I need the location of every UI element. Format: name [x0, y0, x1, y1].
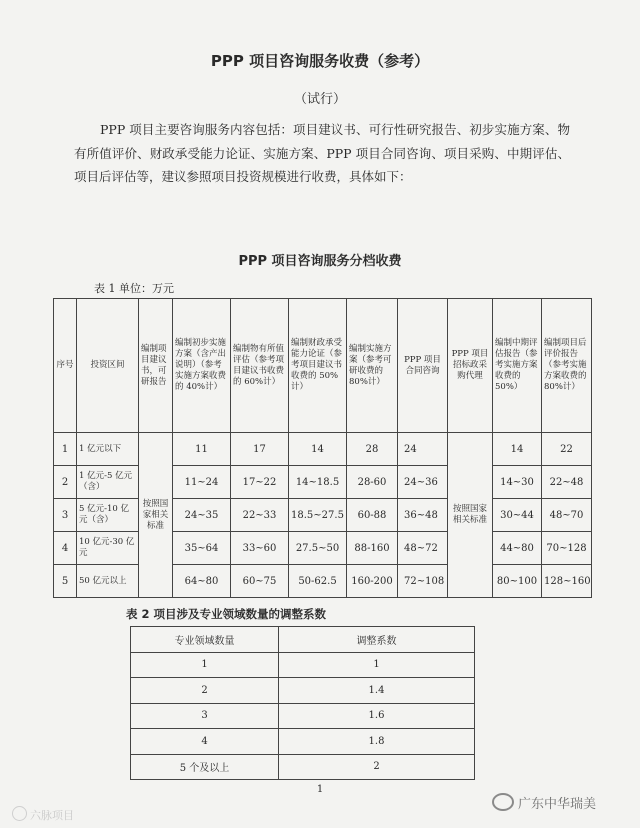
value-cell: 22~33: [231, 499, 289, 532]
header-cell: 编制实施方案（参考可研收费的 80%计）: [347, 299, 398, 433]
row-number-cell: 3: [54, 499, 77, 532]
header-cell: 调整系数: [279, 627, 475, 653]
value-cell: 50-62.5: [289, 565, 347, 598]
value-cell: 14: [493, 433, 542, 466]
value-cell: 128~160: [542, 565, 592, 598]
fee-table: [53, 298, 592, 598]
coefficient-table: [130, 626, 475, 780]
weibo-icon: [12, 806, 27, 821]
header-cell: 序号: [54, 299, 77, 433]
header-cell: 编制财政承受能力论证（参考项目建议书收费的 50%计）: [289, 299, 347, 433]
table1-title: PPP 项目咨询服务分档收费: [238, 254, 402, 269]
value-cell: 28: [347, 433, 398, 466]
value-cell: 14~18.5: [289, 466, 347, 499]
table-cell: 4: [131, 729, 279, 755]
row-number-cell: 2: [54, 466, 77, 499]
value-cell: 70~128: [542, 532, 592, 565]
value-cell: 14: [289, 433, 347, 466]
value-cell: 17: [231, 433, 289, 466]
value-cell: 11~24: [173, 466, 231, 499]
value-cell: 160-200: [347, 565, 398, 598]
watermark-right: [492, 793, 596, 812]
table1-unit-label: 表 1 单位：万元: [94, 282, 174, 295]
watermark-left: [12, 806, 74, 823]
table-cell: 1: [279, 652, 475, 678]
row-number-cell: 4: [54, 532, 77, 565]
table-cell: 2: [131, 678, 279, 704]
value-cell: 14~30: [493, 466, 542, 499]
header-cell: 编制物有所值评估（参考项目建议书收费的 60%计）: [231, 299, 289, 433]
value-cell: 24~35: [173, 499, 231, 532]
value-cell: 28-60: [347, 466, 398, 499]
value-cell: 33~60: [231, 532, 289, 565]
value-cell: 27.5~50: [289, 532, 347, 565]
header-cell: PPP 项目招标政采购代理: [448, 299, 493, 433]
table-row: [131, 652, 475, 678]
value-cell: 30~44: [493, 499, 542, 532]
table-row: [131, 703, 475, 729]
table-row: [54, 532, 592, 565]
table-row: [131, 729, 475, 755]
header-cell: 编制初步实施方案（含产出说明）（参考实施方案收费的 40%计）: [173, 299, 231, 433]
watermark-right-text: 广东中华瑞美: [518, 797, 597, 812]
value-cell: 24: [398, 433, 448, 466]
table-row: [131, 678, 475, 704]
range-cell: 1 亿元-5 亿元（含）: [77, 466, 139, 499]
value-cell: 17~22: [231, 466, 289, 499]
table-cell: 1.6: [279, 703, 475, 729]
table-cell: 1.8: [279, 729, 475, 755]
value-cell: 24~36: [398, 466, 448, 499]
value-cell: 48~72: [398, 532, 448, 565]
proposal-merged-cell: 按照国家相关标准: [139, 433, 173, 598]
value-cell: 64~80: [173, 565, 231, 598]
table-row: [54, 565, 592, 598]
header-cell: 编制中期评估报告（参考实施方案收费的 50%）: [493, 299, 542, 433]
table-row: [54, 466, 592, 499]
wechat-icon: [492, 793, 514, 811]
header-cell: 投资区间: [77, 299, 139, 433]
table-header-row: [54, 299, 592, 433]
table-row: [54, 499, 592, 532]
value-cell: 44~80: [493, 532, 542, 565]
table-header-row: [131, 627, 475, 653]
table-row: [131, 754, 475, 780]
value-cell: 35~64: [173, 532, 231, 565]
value-cell: 60-88: [347, 499, 398, 532]
header-cell: 编制项目建议书，可研报告: [139, 299, 173, 433]
table-cell: 2: [279, 754, 475, 780]
table2-title: 表 2 项目涉及专业领域数量的调整系数: [126, 607, 327, 621]
table-cell: 3: [131, 703, 279, 729]
value-cell: 72~108: [398, 565, 448, 598]
header-cell: 专业领域数量: [131, 627, 279, 653]
range-cell: 50 亿元以上: [77, 565, 139, 598]
row-number-cell: 5: [54, 565, 77, 598]
value-cell: 60~75: [231, 565, 289, 598]
value-cell: 22~48: [542, 466, 592, 499]
table-row: [54, 433, 592, 466]
value-cell: 18.5~27.5: [289, 499, 347, 532]
value-cell: 80~100: [493, 565, 542, 598]
row-number-cell: 1: [54, 433, 77, 466]
document-title: PPP 项目咨询服务收费（参考）: [210, 52, 430, 70]
procurement-merged-cell: 按照国家相关标准: [448, 433, 493, 598]
document-subtitle: （试行）: [293, 92, 346, 107]
value-cell: 36~48: [398, 499, 448, 532]
table-cell: 5 个及以上: [131, 754, 279, 780]
table-cell: 1: [131, 652, 279, 678]
value-cell: 11: [173, 433, 231, 466]
range-cell: 10 亿元-30 亿元: [77, 532, 139, 565]
header-cell: 编制项目后评价报告（参考实施方案收费的 80%计）: [542, 299, 592, 433]
intro-paragraph: PPP 项目主要咨询服务内容包括：项目建议书、可行性研究报告、初步实施方案、物有所值评价、财政承受能力论证、实施方案、PPP 项目合同咨询、项目采购、中期评估、项目后评估等，建议参照项目投资规模进行收费，具体如下：: [74, 122, 570, 184]
value-cell: 48~70: [542, 499, 592, 532]
value-cell: 22: [542, 433, 592, 466]
table-cell: 1.4: [279, 678, 475, 704]
range-cell: 1 亿元以下: [77, 433, 139, 466]
value-cell: 88-160: [347, 532, 398, 565]
watermark-left-text: 六脉项目: [30, 809, 74, 822]
header-cell: PPP 项目合同咨询: [398, 299, 448, 433]
page-number: 1: [316, 784, 324, 795]
range-cell: 5 亿元-10 亿元（含）: [77, 499, 139, 532]
